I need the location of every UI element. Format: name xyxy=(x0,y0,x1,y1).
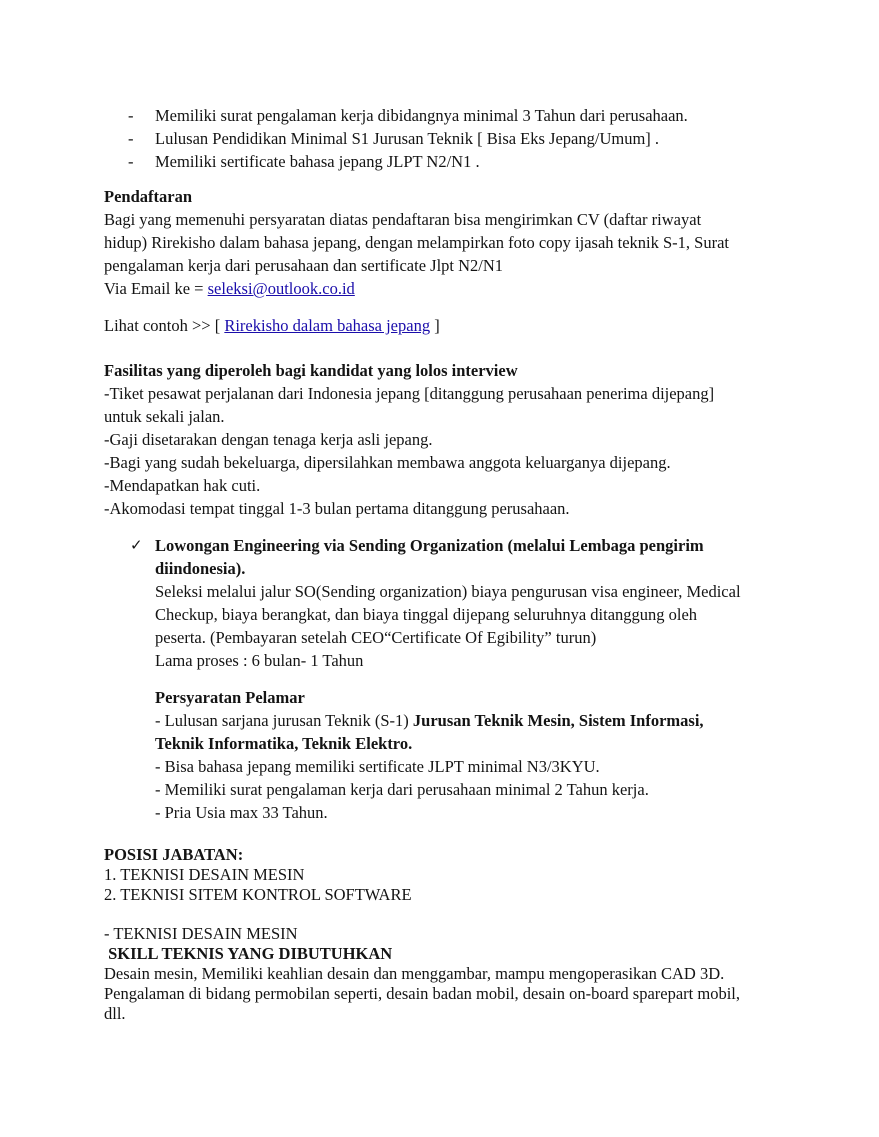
paragraph-line: hidup) Rirekisho dalam bahasa jepang, dengan melampirkan foto copy ijasah teknik S-1, Surat xyxy=(104,233,730,252)
lowongan-heading: Lowongan Engineering via Sending Organization (melalui Lembaga pengirim xyxy=(155,536,704,555)
paragraph-line: pengalaman kerja dari perusahaan dan sertificate Jlpt N2/N1 xyxy=(104,256,504,275)
posisi-item: 2. TEKNISI SITEM KONTROL SOFTWARE xyxy=(104,885,412,904)
paragraph-line: dll. xyxy=(104,1004,126,1023)
persyaratan-heading: Persyaratan Pelamar xyxy=(155,688,305,707)
email-link[interactable]: seleksi@outlook.co.id xyxy=(207,279,355,298)
list-item xyxy=(104,104,794,127)
document-page xyxy=(104,104,794,1024)
paragraph-line: - Memiliki surat pengalaman kerja dari perusahaan minimal 2 Tahun kerja. xyxy=(155,780,649,799)
paragraph-line: Bagi yang memenuhi persyaratan diatas pendaftaran bisa mengirimkan CV (daftar riwayat xyxy=(104,210,702,229)
list-item xyxy=(104,127,794,150)
paragraph-line: Seleksi melalui jalur SO(Sending organization) biaya pengurusan visa engineer, Medical xyxy=(155,582,741,601)
list-item-text: Lulusan Pendidikan Minimal S1 Jurusan Teknik [ Bisa Eks Jepang/Umum] . xyxy=(155,129,660,148)
pendaftaran-section xyxy=(104,185,794,300)
paragraph-line: -Gaji disetarakan dengan tenaga kerja asli jepang. xyxy=(104,430,433,449)
list-item-text: Memiliki surat pengalaman kerja dibidangnya minimal 3 Tahun dari perusahaan. xyxy=(155,106,688,125)
paragraph-line: Desain mesin, Memiliki keahlian desain dan menggambar, mampu mengoperasikan CAD 3D. xyxy=(104,964,725,983)
list-dash: - xyxy=(128,129,134,148)
list-dash: - xyxy=(128,106,134,125)
paragraph-line: - Pria Usia max 33 Tahun. xyxy=(155,803,328,822)
paragraph-line: -Bagi yang sudah bekeluarga, dipersilahkan membawa anggota keluarganya dijepang. xyxy=(104,453,671,472)
list-dash: - xyxy=(128,152,134,171)
lowongan-heading-cont: diindonesia). xyxy=(155,559,246,578)
persyaratan-line-prefix: - Lulusan sarjana jurusan Teknik (S-1) xyxy=(155,711,413,730)
posisi-heading: POSISI JABATAN: xyxy=(104,845,244,864)
paragraph-line: -Tiket pesawat perjalanan dari Indonesia jepang [ditanggung perusahaan penerima dijepang] xyxy=(104,384,715,403)
email-prefix: Via Email ke = xyxy=(104,279,208,298)
contoh-prefix: Lihat contoh >> [ xyxy=(104,316,225,335)
teknisi-section xyxy=(104,924,794,1024)
email-line xyxy=(104,277,794,300)
fasilitas-heading: Fasilitas yang diperoleh bagi kandidat yang lolos interview xyxy=(104,361,518,380)
paragraph-line xyxy=(155,709,794,732)
skill-heading: SKILL TEKNIS YANG DIBUTUHKAN xyxy=(104,944,393,963)
paragraph-line: -Akomodasi tempat tinggal 1-3 bulan pertama ditanggung perusahaan. xyxy=(104,499,570,518)
checkmark-icon: ✓ xyxy=(130,536,143,554)
paragraph-line: - Bisa bahasa jepang memiliki sertificate JLPT minimal N3/3KYU. xyxy=(155,757,600,776)
persyaratan-line-bold: Jurusan Teknik Mesin, Sistem Informasi, xyxy=(412,711,704,730)
contoh-suffix: ] xyxy=(430,316,440,335)
contoh-line xyxy=(104,314,794,337)
paragraph-line: untuk sekali jalan. xyxy=(104,407,225,426)
paragraph-line: Pengalaman di bidang permobilan seperti, desain badan mobil, desain on-board sparepart mobil, xyxy=(104,984,740,1003)
list-item xyxy=(104,150,794,173)
lowongan-section xyxy=(104,534,794,824)
paragraph-line: Lama proses : 6 bulan- 1 Tahun xyxy=(155,651,364,670)
teknisi-title: - TEKNISI DESAIN MESIN xyxy=(104,924,298,943)
list-item-text: Memiliki sertificate bahasa jepang JLPT N2/N1 . xyxy=(155,152,480,171)
requirements-list xyxy=(104,104,794,173)
posisi-item: 1. TEKNISI DESAIN MESIN xyxy=(104,865,305,884)
pendaftaran-heading: Pendaftaran xyxy=(104,187,192,206)
posisi-section xyxy=(104,845,794,905)
fasilitas-section xyxy=(104,359,794,520)
paragraph-line: peserta. (Pembayaran setelah CEO“Certificate Of Egibility” turun) xyxy=(155,628,597,647)
persyaratan-line-bold: Teknik Informatika, Teknik Elektro. xyxy=(155,734,413,753)
rirekisho-example-link[interactable]: Rirekisho dalam bahasa jepang xyxy=(224,316,431,335)
paragraph-line: Checkup, biaya berangkat, dan biaya tinggal dijepang seluruhnya ditanggung oleh xyxy=(155,605,698,624)
paragraph-line: -Mendapatkan hak cuti. xyxy=(104,476,261,495)
